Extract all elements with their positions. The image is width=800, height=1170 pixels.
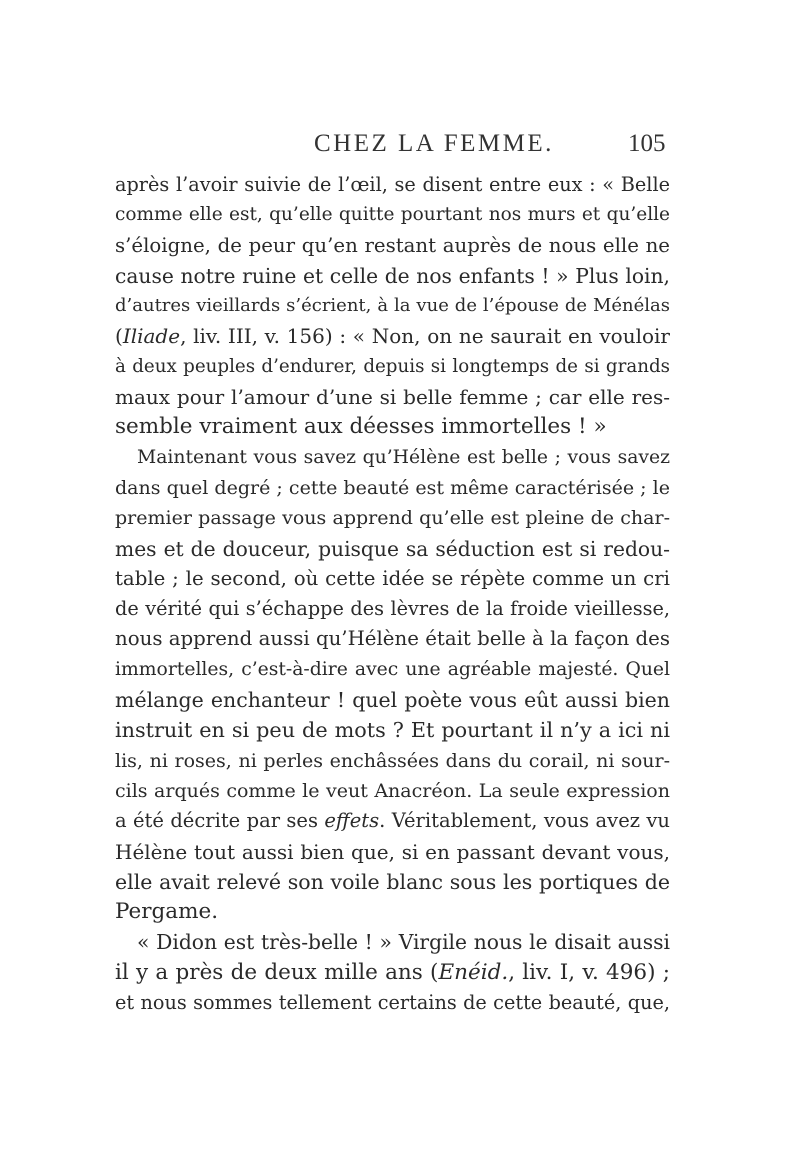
page-number: 105 [628,130,666,157]
text-line: lis, ni roses, ni perles enchâssées dans du corail, ni sour- [115,749,670,772]
text-line: s’éloigne, de peur qu’en restant auprès de nous elle ne [115,233,670,257]
text-line: table ; le second, où cette idée se répète comme un cri [115,566,670,590]
running-head [0,130,800,164]
body-text [115,170,670,1018]
text-line: de vérité qui s’échappe des lèvres de la froide vieillesse, [115,597,670,621]
text-line: à deux peuples d’endurer, depuis si longtemps de si grands [115,355,670,377]
text-line: « Didon est très-belle ! » Virgile nous le disait aussi [137,930,670,955]
text-line: cils arqués comme le veut Anacréon. La seule expression [115,779,670,802]
text-line: instruit en si peu de mots ? Et pourtant il n’y a ici ni [115,718,670,743]
emphasized-word: effets [324,809,380,833]
text-line: comme elle est, qu’elle quitte pourtant nos murs et qu’elle [115,204,670,226]
text-line: a été décrite par ses effets. Véritablement, vous avez vu [115,809,670,833]
text-line: nous apprend aussi qu’Hélène était belle à la façon des [115,627,670,651]
text-line: dans quel degré ; cette beauté est même caractérisée ; le [115,476,670,499]
text-line: mes et de douceur, puisque sa séduction est si redou- [115,536,670,561]
text-line: et nous sommes tellement certains de cette beauté, que, [115,991,670,1015]
text-line: elle avait relevé son voile blanc sous les portiques de [115,869,670,894]
text-line: cause notre ruine et celle de nos enfants ! » Plus loin, [115,263,670,288]
text-line: semble vraiment aux déesses immortelles ! » [115,414,607,440]
text-line: Pergame. [115,899,219,925]
text-line: il y a près de deux mille ans (Enéid., liv. I, v. 496) ; [115,959,670,985]
running-title: CHEZ LA FEMME. [314,130,554,157]
text-line: immortelles, c’est-à-dire avec une agréable majesté. Quel [115,658,670,680]
text-line: mélange enchanteur ! quel poète vous eût aussi bien [115,688,670,713]
text-line: Hélène tout aussi bien que, si en passant devant vous, [115,839,670,864]
text-line: (Iliade, liv. III, v. 156) : « Non, on ne saurait en vouloir [115,324,670,349]
text-line: premier passage vous apprend qu’elle est pleine de char- [115,507,670,530]
text-line: Maintenant vous savez qu’Hélène est belle ; vous savez [137,446,670,468]
text-line: maux pour l’amour d’une si belle femme ; car elle res- [115,385,670,410]
text-line: après l’avoir suivie de l’œil, se disent entre eux : « Belle [115,173,670,196]
citation-title: Enéid. [438,959,509,985]
citation-title: Iliade [122,324,181,349]
text-line: d’autres vieillards s’écrient, à la vue de l’épouse de Ménélas [115,295,670,317]
